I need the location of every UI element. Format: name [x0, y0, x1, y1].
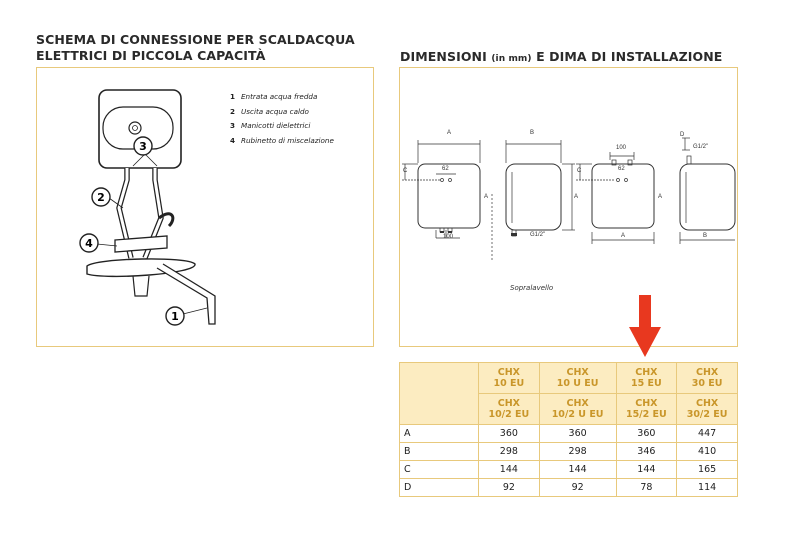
row-label: A: [400, 425, 479, 443]
dim-label-a-3: A: [658, 194, 663, 200]
left-section-title: [36, 32, 356, 64]
table-cell: 447: [677, 425, 738, 443]
water-heater-body: [99, 90, 181, 168]
callout-3-label: 3: [139, 140, 147, 153]
callout-4: [80, 234, 98, 252]
table-row: [400, 461, 738, 479]
legend-item: 4 Rubinetto di miscelazione: [230, 135, 334, 145]
right-title-main: DIMENSIONI: [400, 49, 487, 64]
table-cell: 144: [616, 461, 677, 479]
left-title-line1: SCHEMA DI CONNESSIONE PER SCALDACQUA: [36, 32, 355, 47]
heater-dial: [129, 122, 141, 134]
connection-diagram-frame: [36, 67, 374, 347]
dim-label-100: 100: [443, 234, 454, 240]
dim-label-a: A: [447, 130, 452, 136]
callout-2: [92, 188, 110, 206]
dim-label-a-bottom: A: [621, 233, 626, 239]
dim-label-100-top: 100: [616, 145, 627, 151]
table-cell: 360: [479, 425, 540, 443]
table-cell: 144: [479, 461, 540, 479]
table-cell: 346: [616, 443, 677, 461]
table-header-cell: CHX 15 EU: [616, 363, 677, 394]
table-header-cell: CHX 10 U EU: [539, 363, 616, 394]
dim-label-b-bottom: B: [703, 233, 708, 239]
legend-item: 1 Entrata acqua fredda: [230, 92, 318, 101]
table-cell: 360: [539, 425, 616, 443]
table-cell: 298: [479, 443, 540, 461]
right-title-rest: E DIMA DI INSTALLAZIONE: [536, 49, 723, 64]
left-title-line2: ELETTRICI DI PICCOLA CAPACITÀ: [36, 48, 266, 63]
dim-label-62: 62: [442, 166, 449, 172]
dim-label-d: D: [680, 132, 685, 138]
table-header-cell: CHX 10/2 EU: [479, 394, 540, 425]
callout-1-label: 1: [171, 310, 179, 323]
table-header-row: [400, 363, 738, 394]
table-cell: 144: [539, 461, 616, 479]
legend-item: 2 Uscita acqua caldo: [230, 106, 309, 116]
table-header-cell: CHX 30 EU: [677, 363, 738, 394]
table-cell: 410: [677, 443, 738, 461]
callout-2-label: 2: [97, 191, 105, 204]
row-label: D: [400, 479, 479, 497]
table-cell: 165: [677, 461, 738, 479]
table-cell: 114: [677, 479, 738, 497]
dimension-drawings: [400, 68, 737, 346]
dim-label-b: B: [530, 130, 535, 136]
row-label: B: [400, 443, 479, 461]
table-header-cell: CHX 15/2 EU: [616, 394, 677, 425]
row-label: C: [400, 461, 479, 479]
table-cell: 78: [616, 479, 677, 497]
table-header-cell: CHX 30/2 EU: [677, 394, 738, 425]
drawing-caption: Sopralavello: [510, 284, 554, 292]
dim-label-g12: G1/2": [530, 232, 546, 238]
dim-label-a-side: A: [574, 194, 579, 200]
dim-label-62-top: 62: [618, 166, 625, 172]
table-header-cell: CHX 10 EU: [479, 363, 540, 394]
dim-label-a-vertical: A: [484, 194, 489, 200]
table-cell: 298: [539, 443, 616, 461]
sink-drain: [133, 276, 149, 296]
dim-label-g12-top: G1/2": [693, 144, 709, 150]
table-corner-cell: [400, 363, 479, 425]
right-section-title: [400, 49, 780, 67]
legend: [230, 90, 370, 148]
dim-label-c: C: [403, 168, 408, 174]
table-row: [400, 443, 738, 461]
dimensions-table: [399, 362, 738, 497]
dimensions-drawing-frame: [399, 67, 738, 347]
table-row: [400, 479, 738, 497]
table-cell: 92: [539, 479, 616, 497]
dim-label-c-2: C: [577, 168, 582, 174]
table-header-cell: CHX 10/2 U EU: [539, 394, 616, 425]
red-down-arrow-icon: [628, 293, 662, 359]
callout-1: [166, 307, 184, 325]
table-cell: 92: [479, 479, 540, 497]
table-cell: 360: [616, 425, 677, 443]
right-title-unit: (in mm): [491, 54, 532, 64]
legend-item: 3 Manicotti dielettrici: [230, 121, 311, 130]
callout-3: [134, 137, 152, 155]
table-row: [400, 425, 738, 443]
callout-4-label: 4: [85, 237, 93, 250]
